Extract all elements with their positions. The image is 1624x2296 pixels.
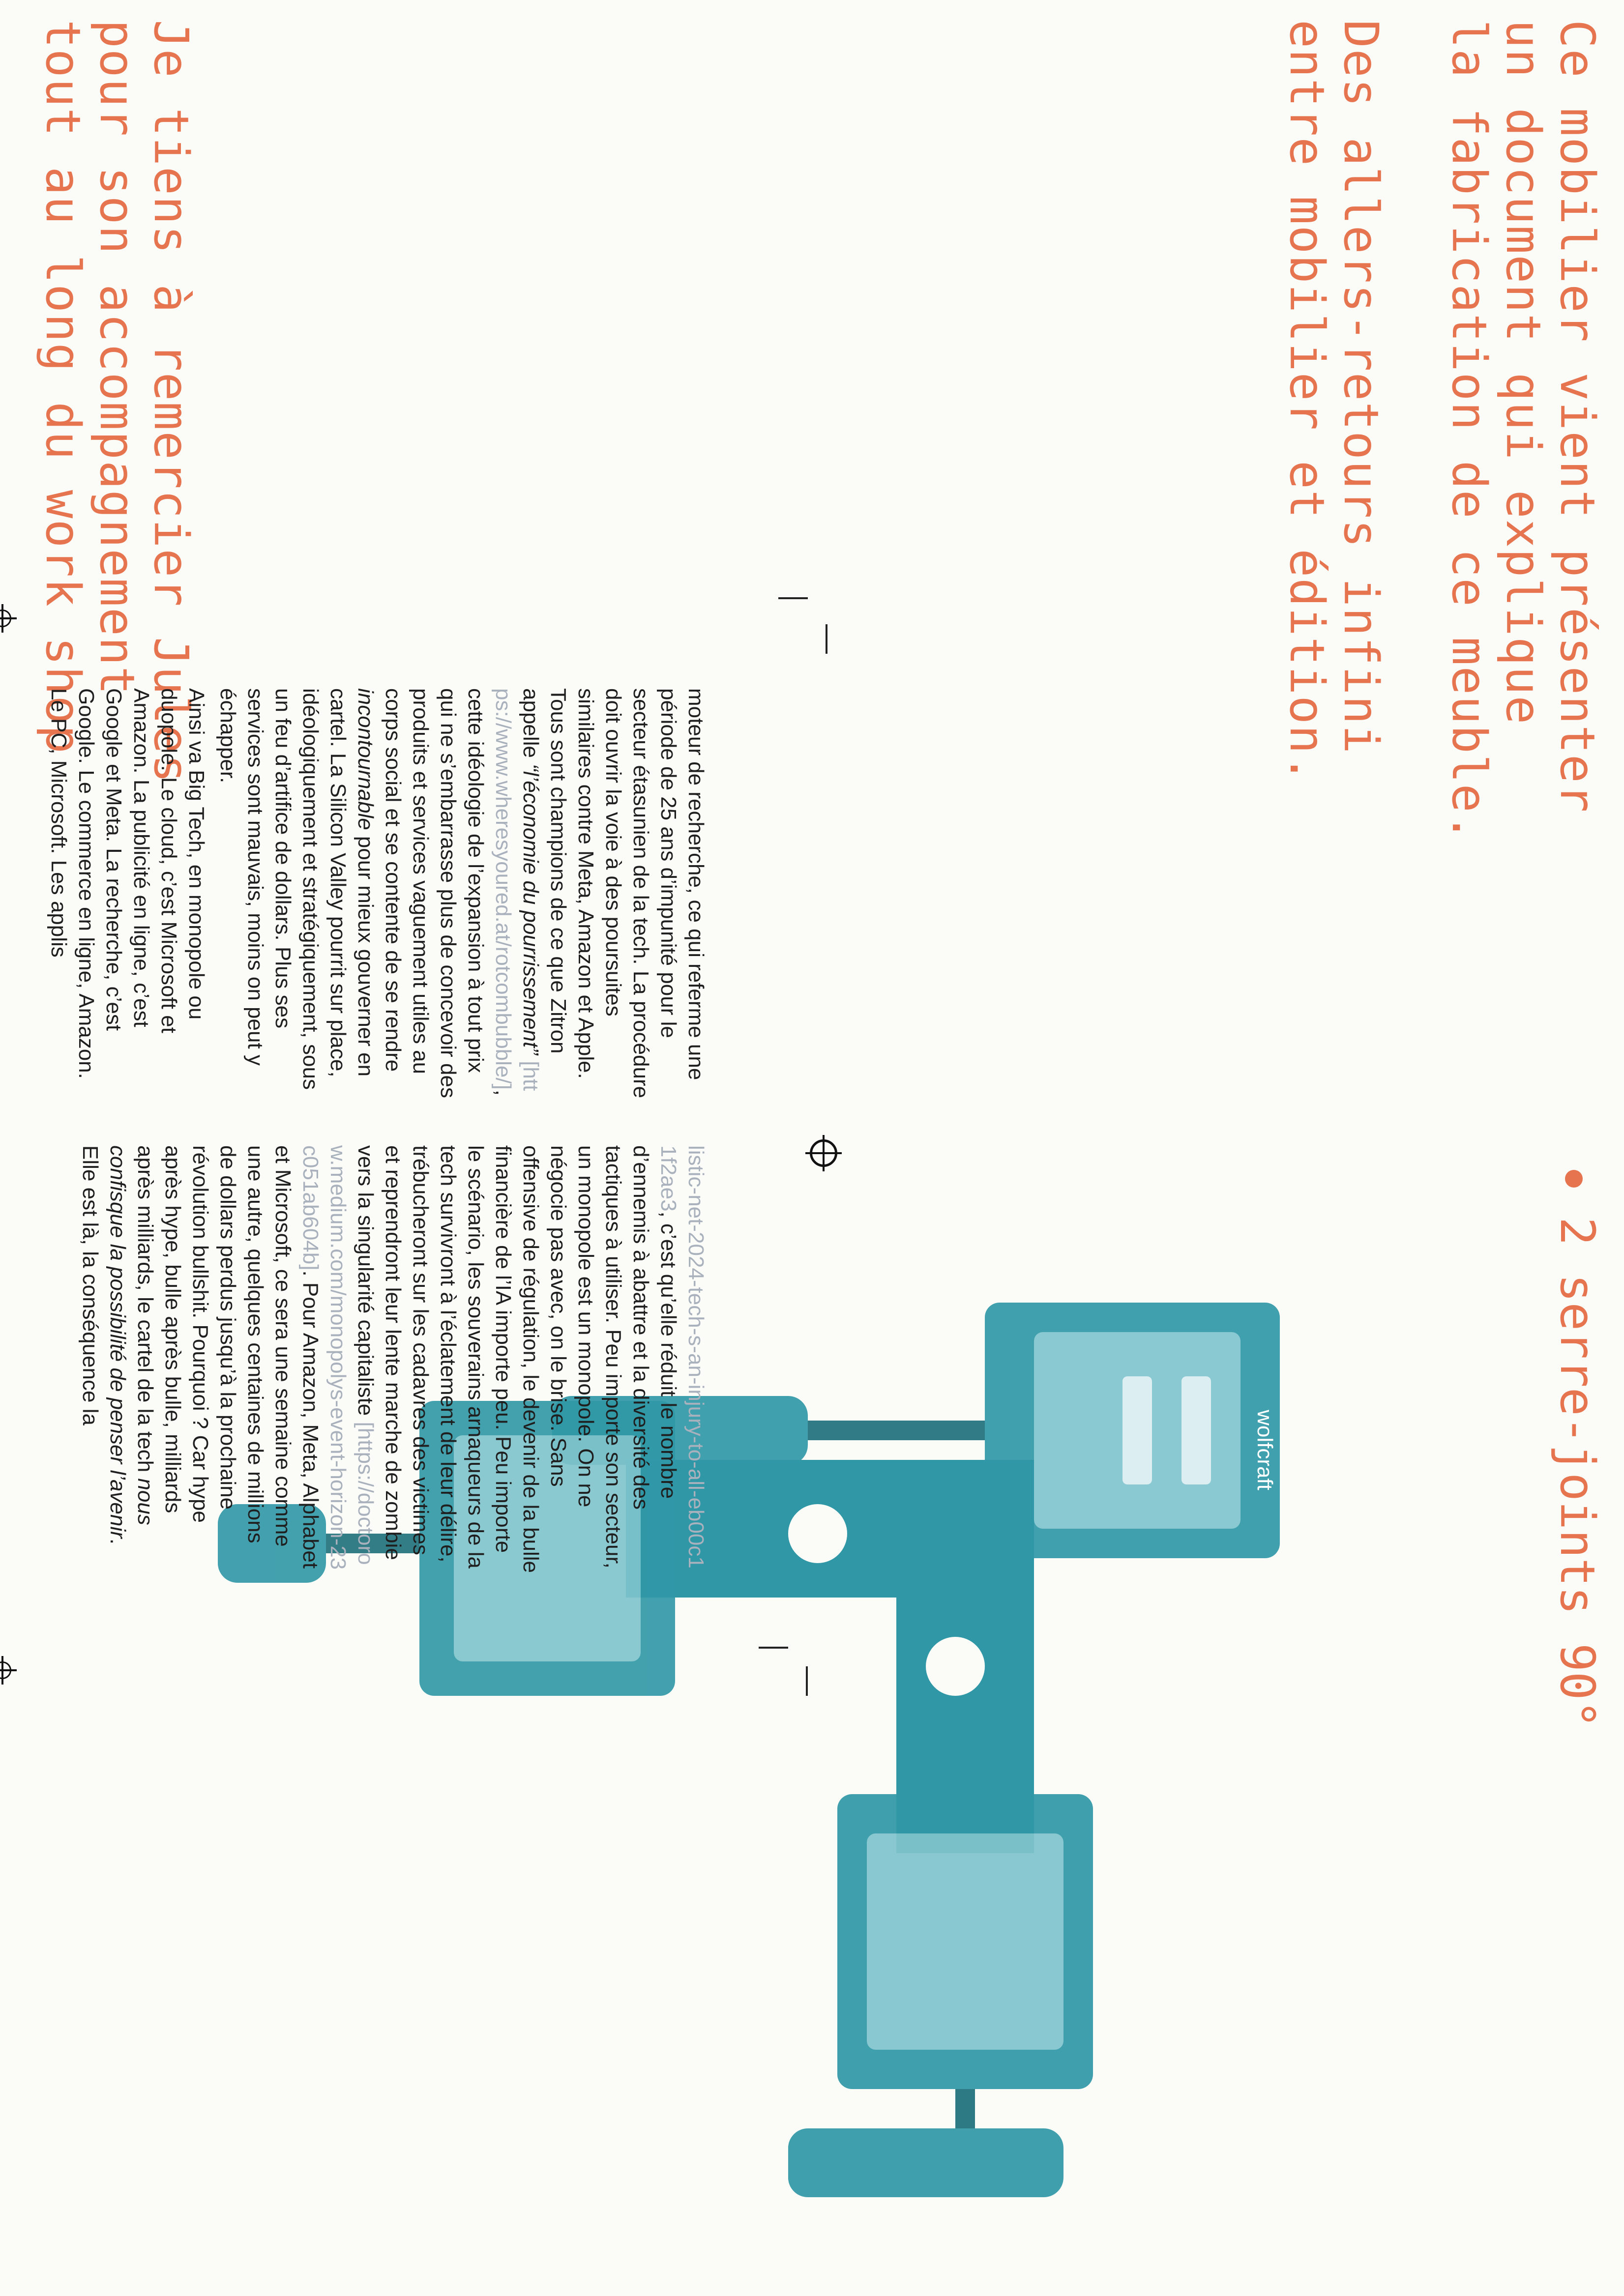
article-paragraph [45, 688, 210, 1101]
registration-mark-icon [0, 1661, 11, 1679]
clamp-corner-hole [926, 1637, 985, 1696]
process-line: entre mobilier et édition. [1279, 20, 1334, 784]
thanks-line: Je tiens à remercier Jules [144, 20, 199, 784]
crop-mark [759, 1647, 788, 1649]
article-column-right [76, 1145, 709, 1573]
clamp-right-handle [788, 2128, 1063, 2197]
article-link[interactable]: [https://www.wheresyoured.at/rotcombubble/] [491, 688, 543, 1091]
intro-line: la fabrication de ce meuble. [1442, 20, 1497, 843]
clamp-right [788, 1794, 1093, 2197]
crop-mark [806, 1666, 808, 1696]
crop-mark [778, 597, 808, 599]
clamp-left-screw [798, 1421, 985, 1440]
article-quote: “l’économie du pourrissement” [519, 764, 543, 1055]
article-link[interactable]: [https://doctorow.medium.com/monopolys-event-horizon-23c051ab604b] [298, 1145, 378, 1570]
article-emphasis: nous confisque la possibilité de penser l’avenir [106, 1145, 157, 1539]
article-column-left [45, 688, 709, 1101]
intro-line: un document qui explique [1496, 20, 1551, 726]
article-paragraph [76, 1145, 709, 1573]
process-line: Des allers-retours infini [1333, 20, 1388, 755]
article-text: . Elle est là, la conséquence la [78, 1145, 130, 1545]
article-text: , c’est qu’elle réduit le nombre d’ennemis à abattre et la diversité des tactiques à utiliser. Peu importe son secteur, un monopole est un monopole. On ne négocie pas avec, on le brise. Sans offensive de régulation, le devenir de la bulle financière de l’IA importe peu. Peu importe le scénario, les souverains arnaqueurs de la tech survivront à l’éclatement de leur délire, trébucheront sur les cadavres des victimes et reprendront leur lente marche de zombie vers la singularité capitaliste [354, 1145, 680, 1573]
clamp-left-slot [1122, 1376, 1152, 1484]
article-text: , cette idéologie de l’expansion à tout prix qui ne s’embarrasse plus de concevoir des produits et services vaguement utiles au corps social et se contente de se rendre [381, 688, 515, 1099]
registration-mark-icon [810, 1139, 837, 1167]
thanks-line: pour son accompagnement [89, 20, 145, 696]
article-text: pour mieux gouverner en cartel. La Silicon Valley pourrit sur place, idéologiquement et stratégiquement, sous un feu d’artifice de dollars. Plus ses services sont mauvais, moins on peut y échapper. [216, 688, 378, 1090]
article-text: moteur de recherche, ce qui referme une période de 25 ans d’impunité pour le secteur étasunien de la tech. La procédure doit ouvrir la voie à des poursuites similaires contre Meta, Amazon et Apple. Tous sont champions de ce que Zitron appelle [519, 688, 708, 1099]
clamp-left-slot [1181, 1376, 1211, 1484]
article-text: . Pour Amazon, Meta, Alphabet et Microsoft, ce sera une semaine comme une autre, quelques centaines de millions de dollars perdus jusqu’à la prochaine révolution bullshit. Pourquoi ? Car hype après hype, bulle après bulle, milliards après milliards, le cartel de la tech [133, 1145, 323, 1569]
intro-heading [1442, 20, 1604, 843]
crop-mark [826, 624, 827, 654]
article-text: Ainsi va Big Tech, en monopole ou duopole. Le cloud, c’est Microsoft et Amazon. La publicité en ligne, c’est Google et Meta. La recherche, c’est Google. Le commerce en ligne, Amazon. Le PC, Microsoft. Les applis [47, 688, 208, 1079]
clamp-left-brand: wolfcraft [1253, 1410, 1277, 1490]
registration-mark-icon [0, 610, 11, 627]
product-label-text: 2 serre-joints 90° [1550, 1217, 1605, 1729]
clamp-right-jaw [867, 1833, 1063, 2050]
process-heading [1280, 20, 1388, 784]
article-emphasis: incontournable [354, 688, 378, 830]
thanks-line: tout au long du work shop [35, 20, 90, 755]
intro-line: Ce mobilier vient présenter [1550, 20, 1605, 814]
bullet-icon [1565, 1170, 1583, 1188]
article-link[interactable]: listic-net-2024-tech-s-an-injury-to-all-eb00c11f2ae3 [656, 1145, 708, 1569]
clamp-corner-hole [788, 1504, 847, 1563]
article-paragraph [214, 688, 709, 1101]
product-label [1550, 1170, 1604, 1728]
thanks-heading [35, 20, 199, 784]
